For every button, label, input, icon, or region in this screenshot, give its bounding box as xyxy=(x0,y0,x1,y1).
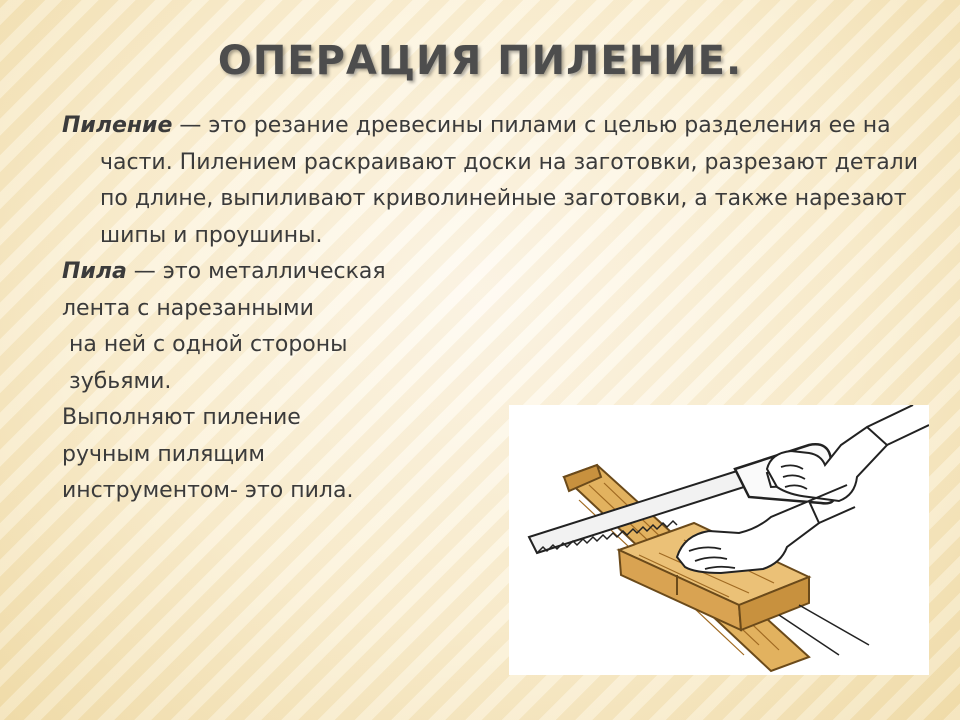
term-sawing: Пиление xyxy=(62,113,173,138)
saw-definition-text: — это металлическая xyxy=(126,259,386,284)
saw-line-2: на ней с одной стороны xyxy=(62,332,348,357)
paragraph-sawing-definition xyxy=(62,108,940,254)
slide-title: ОПЕРАЦИЯ ПИЛЕНИЕ. xyxy=(217,38,743,84)
term-saw: Пила xyxy=(62,259,127,284)
tool-line-3: инструментом- это пила. xyxy=(62,478,354,503)
paragraph-saw-definition xyxy=(62,254,502,291)
saw-line-1: лента с нарезанными xyxy=(62,295,314,321)
saw-line-3: зубьями. xyxy=(62,368,172,394)
right-hand xyxy=(767,405,929,501)
hand-saw-drawing xyxy=(509,405,929,675)
tool-line-1: Выполняют пиление xyxy=(62,405,301,430)
sawing-definition-text: — это резание древесины пилами с целью разделения ее на части. Пилением раскраивают доски на заготовки, разрезают детали по длине, выпиливают криволинейные заготовки, а также нарезают шипы и проушины. xyxy=(100,113,919,248)
sawing-illustration xyxy=(509,405,929,675)
tool-line-2: ручным пилящим xyxy=(62,441,265,467)
